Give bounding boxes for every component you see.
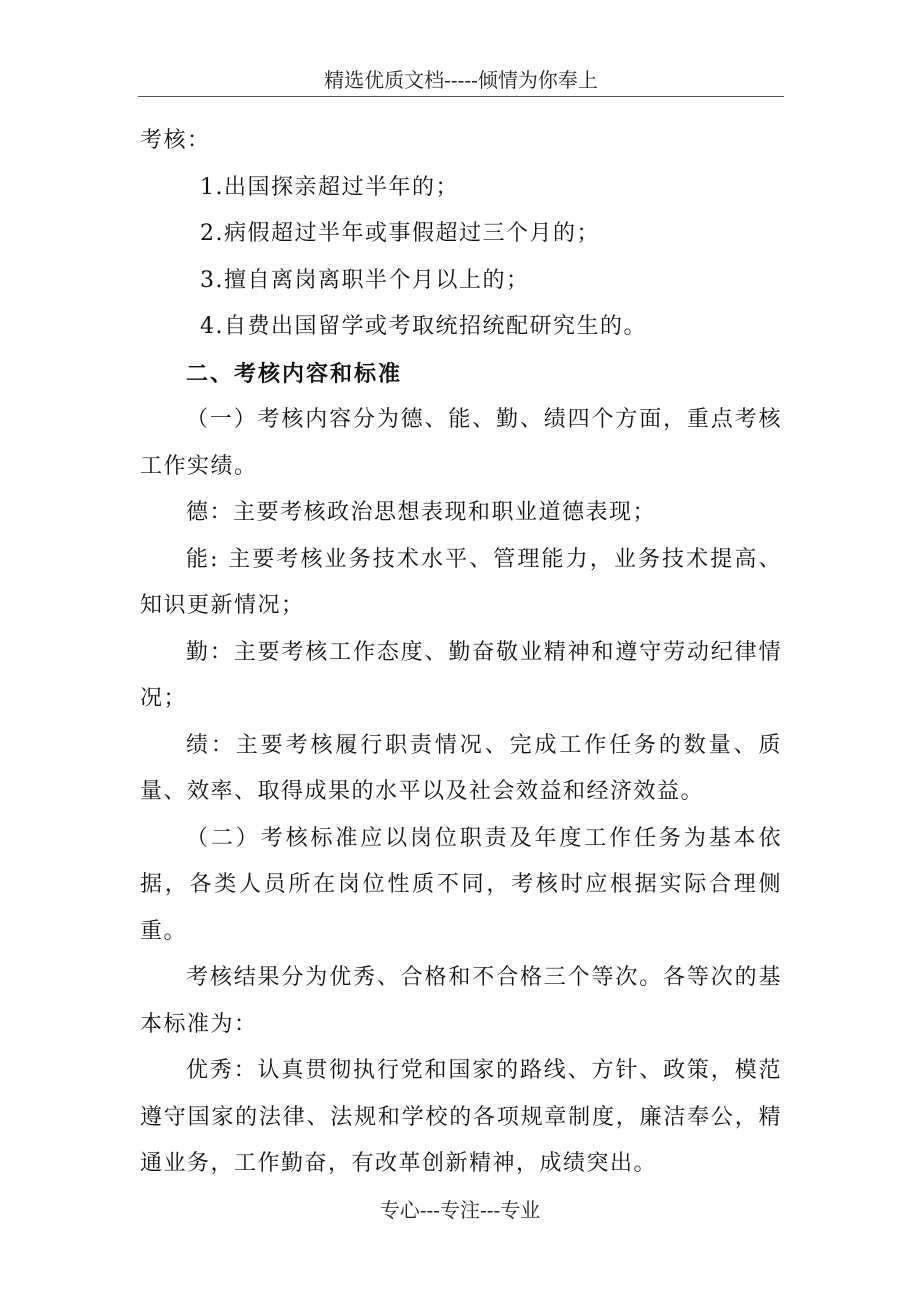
section-heading: 二、考核内容和标准 [186, 360, 403, 387]
paragraph-performance: 绩：主要考核履行职责情况、完成工作任务的数量、质量、效率、取得成果的水平以及社会效益和经济效益。 [140, 732, 782, 804]
paragraph-content-scope: （一）考核内容分为德、能、勤、绩四个方面，重点考核工作实绩。 [140, 407, 782, 479]
paragraph-result-grades: 考核结果分为优秀、合格和不合格三个等次。各等次的基本标准为： [140, 965, 782, 1037]
lead-text: 考核： [140, 128, 211, 153]
document-body [140, 118, 782, 1188]
list-item-3: 3.擅自离岗离职半个月以上的； [200, 267, 530, 293]
page-footer: 专心---专注---专业 [379, 1198, 541, 1222]
list-item-2: 2.病假超过半年或事假超过三个月的； [200, 221, 600, 246]
paragraph-virtue: 德：主要考核政治思想表现和职业道德表现； [186, 500, 657, 525]
paragraph-ability: 能: 主要考核业务技术水平、管理能力，业务技术提高、知识更新情况； [140, 546, 782, 618]
list-item-1: 1.出国探亲超过半年的； [200, 174, 459, 200]
paragraph-diligence: 勤：主要考核工作态度、勤奋敬业精神和遵守劳动纪律情况； [140, 639, 782, 711]
paragraph-standards: （二）考核标准应以岗位职责及年度工作任务为基本依据，各类人员所在岗位性质不同，考核时应根据实际合理侧重。 [140, 825, 782, 944]
list-item-4: 4.自费出国留学或考取统招统配研究生的。 [200, 314, 647, 339]
paragraph-excellent: 优秀：认真贯彻执行党和国家的路线、方针、政策，模范遵守国家的法律、法规和学校的各项规章制度，廉洁奉公，精通业务，工作勤奋，有改革创新精神，成绩突出。 [140, 1058, 782, 1176]
page-header: 精选优质文档-----倾情为你奉上 [138, 64, 784, 97]
